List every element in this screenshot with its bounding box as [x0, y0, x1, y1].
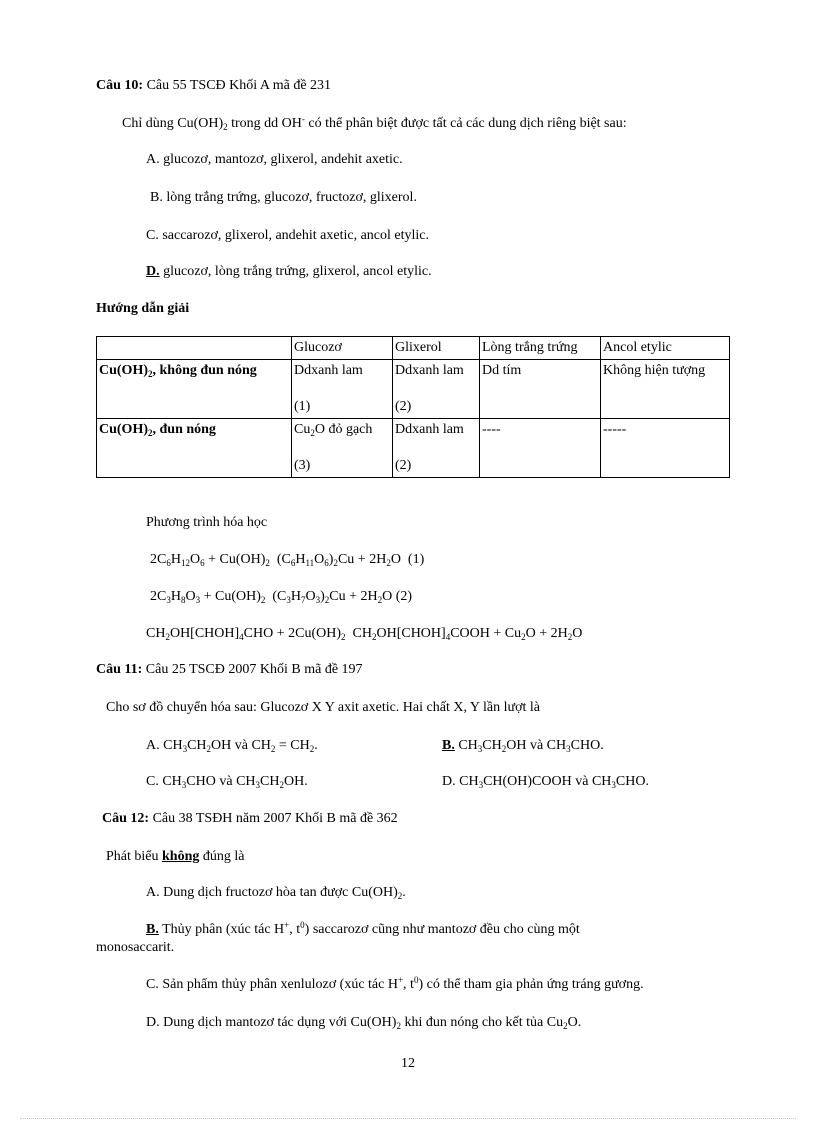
q10-option-c: C. saccarozơ, glixerol, andehit axetic, ancol etylic.	[146, 228, 430, 243]
q10-label: Câu 10:	[96, 78, 144, 93]
q11-option-d: D. $CH_3CH(OH)COOH$ và $CH_3CHO$.	[442, 774, 649, 790]
q10-option-b: B. lòng trắng trứng, glucozơ, fructozơ, glixerol.	[150, 190, 417, 205]
q11-option-b: B. $CH_3CH_2OH$ và $CH_3CHO$.	[442, 738, 604, 754]
table-row	[97, 419, 730, 478]
cell-note: (3)	[294, 458, 311, 473]
cell-text: Ddxanh lam	[294, 363, 363, 378]
table-row	[97, 360, 730, 419]
q12-source: Câu 38 TSĐH năm 2007 Khối B mã đề 362	[149, 811, 398, 826]
q10-option-d-text: glucozơ, lòng trắng trứng, glixerol, ancol etylic.	[159, 264, 432, 279]
q12-stem-part: đúng là	[199, 849, 245, 864]
page-number: 12	[401, 1056, 415, 1071]
q12-heading	[102, 810, 398, 828]
cell-text: Ddxanh lam	[395, 363, 464, 378]
table-cell: $Cu_2O$ đỏ gạch (3)	[292, 419, 393, 478]
q12-option-d-text: D. Dung dịch mantozơ tác dụng với Cu(OH)	[146, 1015, 397, 1030]
q12-option-b-text: saccarozơ cũng như mantozơ đều cho cùng một	[312, 922, 580, 937]
q10-answer-label: D.	[146, 264, 160, 279]
table-header-row	[97, 337, 730, 360]
guide-title: Hướng dẫn giải	[96, 301, 190, 316]
table-cell	[393, 360, 480, 419]
cell-note: (2)	[395, 458, 412, 473]
q12-option-b: B. Thủy phân (xúc tác H+, $t^0$) saccarozơ cũng như mantozơ đều cho cùng một	[146, 920, 580, 937]
q10-option-d	[146, 263, 432, 281]
q12-option-b-cont: monosaccarit.	[96, 940, 175, 955]
table-row-label: $Cu(OH)_2$, không đun nóng	[97, 360, 292, 419]
table-row-label: $Cu(OH)_2$, đun nóng	[97, 419, 292, 478]
q12-option-c-text: có thể tham gia phản ứng tráng gương.	[426, 977, 644, 992]
q11-heading	[96, 661, 363, 679]
q12-option-d: D. Dung dịch mantozơ tác dụng với $Cu(OH)_2$ khi đun nóng cho kết tủa $Cu_2O$.	[146, 1015, 582, 1031]
q10-source: Câu 55 TSCĐ Khối A mã đề 231	[143, 78, 332, 93]
q12-label: Câu 12:	[102, 811, 150, 826]
q11-source: Câu 25 TSCĐ 2007 Khối B mã đề 197	[142, 662, 363, 677]
q10-stem-part: có thể phân biệt được tất cả các dung dịch riêng biệt sau:	[304, 116, 627, 131]
q12-option-b-text: Thủy phân (xúc tác H	[158, 922, 285, 937]
page-border	[20, 1118, 796, 1119]
table-cell	[292, 360, 393, 419]
q11-label: Câu 11:	[96, 662, 143, 677]
q10-stem: Chỉ dùng $Cu(OH)_2$ trong dd OH- có thể phân biệt được tất cả các dung dịch riêng biệt sau:	[122, 114, 627, 132]
equation-3: $CH_2OH[CHOH]_4CHO + 2Cu(OH)_2$ $CH_2OH[CHOH]_4COOH + Cu_2O + 2H_2O$	[146, 626, 583, 642]
table-cell	[393, 419, 480, 478]
q12-stem	[106, 848, 244, 866]
equations-title: Phương trình hóa học	[146, 515, 268, 530]
q11-answer-label: B.	[442, 738, 455, 753]
table-header-cell	[97, 337, 292, 360]
table-cell: -----	[601, 419, 730, 478]
table-cell: Không hiện tượng	[601, 360, 730, 419]
q12-option-d-text: khi đun nóng cho kết tủa Cu	[400, 1015, 564, 1030]
q12-option-a-text: A. Dung dịch fructozơ hòa tan được Cu(OH)	[146, 885, 398, 900]
cell-note: (1)	[294, 399, 311, 414]
cell-text: Ddxanh lam	[395, 422, 464, 437]
q10-heading	[96, 77, 331, 95]
q12-negation: không	[162, 849, 200, 864]
q12-option-c-text: C. Sản phẩm thủy phân xenlulozơ (xúc tác H	[146, 977, 398, 992]
q12-stem-part: Phát biểu	[106, 849, 162, 864]
q11-stem: Cho sơ đồ chuyển hóa sau: Glucozơ X Y axit axetic. Hai chất X, Y lần lượt là	[106, 700, 540, 715]
table-header-cell: Glixerol	[393, 337, 480, 360]
cell-note: (2)	[395, 399, 412, 414]
q11-option-a: A. $CH_3CH_2OH$ và $CH_2 = CH_2$.	[146, 738, 318, 754]
comparison-table	[96, 336, 730, 478]
equation-2: $2C_3H_8O_3 + Cu(OH)_2$ $(C_3H_7O_3)_2Cu + 2H_2O$ (2)	[150, 589, 413, 605]
q10-option-a: A. glucozơ, mantozơ, glixerol, andehit axetic.	[146, 152, 403, 167]
table-header-cell: Lòng trắng trứng	[480, 337, 601, 360]
table-cell: ----	[480, 419, 601, 478]
q12-option-a: A. Dung dịch fructozơ hòa tan được $Cu(OH)_2$.	[146, 885, 406, 901]
q12-option-c: C. Sản phẩm thủy phân xenlulozơ (xúc tác H+, $t^0$) có thể tham gia phản ứng tráng gương.	[146, 975, 644, 992]
q11-option-c: C. $CH_3CHO$ và $CH_3CH_2OH$.	[146, 774, 308, 790]
table-header-cell: Glucozơ	[292, 337, 393, 360]
equation-1: $2C_6H_{12}O_6 + Cu(OH)_2$ $(C_6H_{11}O_6)_2Cu + 2H_2O$ (1)	[150, 552, 425, 568]
table-cell: Dd tím	[480, 360, 601, 419]
q10-stem-part: trong dd OH	[227, 116, 302, 131]
q12-answer-label: B.	[146, 922, 159, 937]
table-header-cell: Ancol etylic	[601, 337, 730, 360]
q10-stem-part: Chỉ dùng Cu(OH)	[122, 116, 224, 131]
